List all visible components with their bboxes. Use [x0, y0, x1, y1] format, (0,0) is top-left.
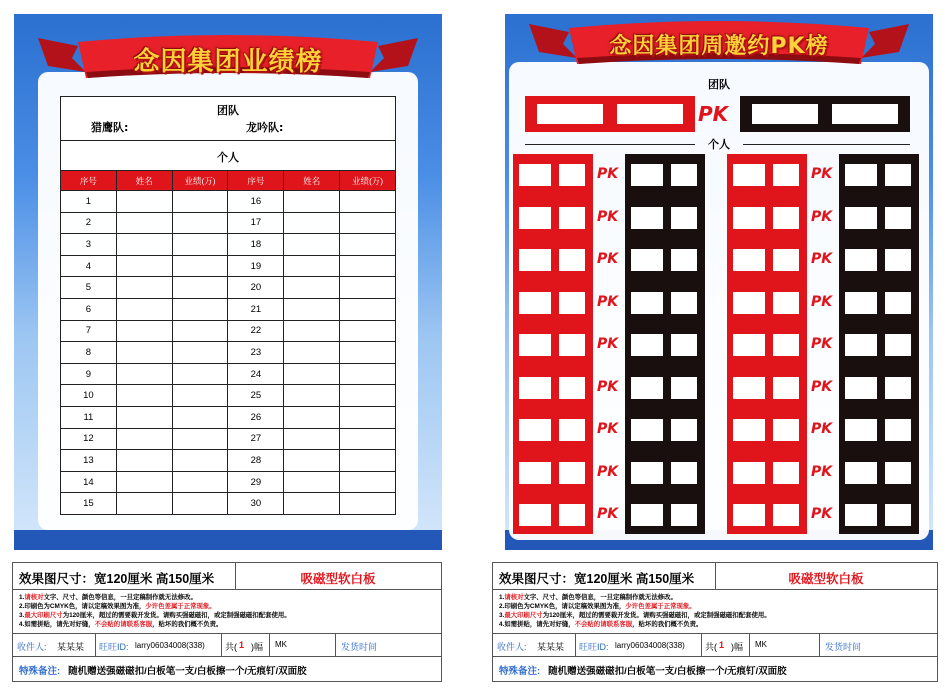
table-cell — [340, 298, 396, 320]
board-type: 吸磁型软白板 — [300, 572, 376, 586]
order-row — [13, 633, 441, 657]
name-slot — [845, 377, 877, 399]
score-slot — [832, 104, 898, 124]
score-slot — [671, 462, 697, 484]
row-number: 18 — [228, 234, 284, 256]
table-cell — [172, 255, 228, 277]
name-slot — [537, 104, 603, 124]
score-slot — [671, 292, 697, 314]
table-cell — [284, 493, 340, 515]
pk-mark: PK — [811, 378, 833, 395]
divider-line — [743, 144, 910, 145]
score-slot — [773, 164, 799, 186]
score-slot — [885, 419, 911, 441]
table-cell — [340, 255, 396, 277]
name-slot — [519, 164, 551, 186]
performance-board — [14, 14, 442, 550]
score-slot — [559, 292, 585, 314]
row-number: 25 — [228, 385, 284, 407]
table-cell — [116, 277, 172, 299]
table-cell — [284, 363, 340, 385]
recipient-label: 收件人: — [497, 642, 527, 652]
ship-label: 发货时间 — [825, 642, 862, 652]
row-number: 30 — [228, 493, 284, 515]
name-slot — [733, 249, 765, 271]
red-team-column — [513, 154, 593, 534]
pk-mark: PK — [811, 166, 833, 182]
score-slot — [773, 504, 799, 526]
table-cell — [172, 298, 228, 320]
table-row — [61, 212, 396, 234]
pk-mark: PK — [811, 251, 833, 267]
recipient-label: 收件人: — [17, 642, 47, 652]
row-number: 2 — [61, 212, 117, 234]
table-cell — [116, 493, 172, 515]
count-value: 1 — [239, 640, 245, 650]
table-cell — [284, 212, 340, 234]
column-header: 业绩(万) — [172, 171, 228, 191]
table-cell — [340, 471, 396, 493]
table-row — [61, 428, 396, 450]
row-number: 20 — [228, 277, 284, 299]
pk-mark: PK — [597, 293, 619, 310]
table-cell — [340, 493, 396, 515]
pk-mark: PK — [597, 421, 619, 437]
special-row: 特殊备注: 随机赠送强磁磁扣/白板笔一支/白板擦一个/无痕钉/双面胶 — [19, 666, 307, 677]
count-unit: )幅 — [731, 642, 743, 652]
pk-mark: PK — [811, 208, 833, 225]
row-number: 4 — [61, 255, 117, 277]
table-cell — [172, 450, 228, 472]
count-value: 1 — [719, 640, 725, 650]
table-cell — [340, 234, 396, 256]
row-number: 3 — [61, 234, 117, 256]
size-label: 效果图尺寸：宽120厘米 高150厘米 — [19, 572, 215, 586]
score-slot — [559, 462, 585, 484]
row-number: 26 — [228, 406, 284, 428]
table-cell — [116, 471, 172, 493]
table-cell — [116, 363, 172, 385]
performance-table — [60, 170, 396, 515]
board-title: 念因集团周邀约PK榜 — [609, 34, 829, 59]
table-cell — [284, 234, 340, 256]
score-slot — [773, 419, 799, 441]
score-slot — [559, 334, 585, 356]
pk-mark: PK — [811, 421, 833, 437]
row-number: 13 — [61, 450, 117, 472]
score-slot — [885, 249, 911, 271]
table-cell — [284, 342, 340, 364]
row-number: 29 — [228, 471, 284, 493]
name-slot — [519, 334, 551, 356]
table-row — [61, 471, 396, 493]
table-cell — [172, 363, 228, 385]
table-row — [61, 234, 396, 256]
pk-board — [505, 14, 933, 550]
team-red-box — [525, 96, 695, 132]
score-slot — [773, 249, 799, 271]
row-number: 17 — [228, 212, 284, 234]
table-cell — [172, 342, 228, 364]
row-number: 23 — [228, 342, 284, 364]
row-number: 5 — [61, 277, 117, 299]
name-slot — [733, 377, 765, 399]
table-cell — [340, 363, 396, 385]
row-number: 24 — [228, 363, 284, 385]
wangwang-label: 旺旺ID: — [99, 642, 129, 652]
table-cell — [284, 320, 340, 342]
count-unit: )幅 — [251, 642, 263, 652]
row-number: 6 — [61, 298, 117, 320]
pk-mark: PK — [597, 208, 619, 225]
score-slot — [671, 249, 697, 271]
table-header-row — [61, 171, 396, 191]
order-row — [493, 633, 937, 657]
table-cell — [116, 406, 172, 428]
notes: 1.请核对文字、尺寸、颜色等信息，一旦定稿制作就无法修改。 2.印刷色为CMYK色，请以定稿效果图为准，少许色差属于正常现象。 3.最大印刷尺寸为120厘米，超过的需要裁开发货。请购买强磁磁扣，或定制强磁磁扣配套使用。 4.如需拼贴，请先对好缝，不会贴的请联系客服，贴坏的我们概不负责。 — [19, 594, 291, 628]
name-slot — [519, 462, 551, 484]
score-slot — [559, 207, 585, 229]
table-row — [61, 255, 396, 277]
table-cell — [340, 406, 396, 428]
score-slot — [885, 164, 911, 186]
table-row — [61, 493, 396, 515]
individual-section — [60, 140, 396, 170]
row-number: 16 — [228, 191, 284, 213]
table-row — [61, 277, 396, 299]
table-row — [61, 363, 396, 385]
name-slot — [733, 504, 765, 526]
name-slot — [519, 292, 551, 314]
column-header: 姓名 — [284, 171, 340, 191]
recipient-value: 某某某 — [57, 642, 85, 652]
wangwang-value: larry06034008(338) — [615, 641, 685, 650]
table-cell — [116, 212, 172, 234]
table-cell — [284, 471, 340, 493]
table-cell — [172, 212, 228, 234]
name-slot — [519, 249, 551, 271]
table-cell — [284, 385, 340, 407]
row-number: 1 — [61, 191, 117, 213]
table-cell — [116, 234, 172, 256]
name-slot — [733, 292, 765, 314]
board-type: 吸磁型软白板 — [788, 572, 864, 586]
pk-mark: PK — [597, 378, 619, 395]
ship-label: 发货时间 — [341, 642, 378, 652]
score-slot — [671, 377, 697, 399]
score-slot — [885, 207, 911, 229]
score-slot — [671, 504, 697, 526]
score-slot — [671, 207, 697, 229]
table-row — [61, 450, 396, 472]
name-slot — [845, 292, 877, 314]
name-slot — [733, 419, 765, 441]
name-slot — [519, 207, 551, 229]
pk-mark: PK — [597, 251, 619, 267]
name-slot — [519, 419, 551, 441]
name-slot — [845, 249, 877, 271]
pk-badge: PK — [698, 102, 729, 126]
red-team-column — [727, 154, 807, 534]
name-slot — [845, 164, 877, 186]
black-team-column — [625, 154, 705, 534]
count-label: 共( — [225, 642, 237, 652]
row-number: 9 — [61, 363, 117, 385]
table-cell — [116, 385, 172, 407]
score-slot — [773, 207, 799, 229]
table-cell — [172, 385, 228, 407]
row-number: 7 — [61, 320, 117, 342]
name-slot — [631, 462, 663, 484]
score-slot — [885, 504, 911, 526]
table-row — [61, 385, 396, 407]
row-number: 10 — [61, 385, 117, 407]
pk-mark: PK — [597, 166, 619, 182]
table-row — [61, 320, 396, 342]
row-number: 15 — [61, 493, 117, 515]
name-slot — [733, 164, 765, 186]
name-slot — [631, 164, 663, 186]
black-team-column — [839, 154, 919, 534]
team-header: 团队 — [217, 104, 239, 117]
column-header: 序号 — [228, 171, 284, 191]
name-slot — [631, 249, 663, 271]
row-number: 14 — [61, 471, 117, 493]
table-cell — [172, 234, 228, 256]
recipient-value: 某某某 — [537, 642, 565, 652]
pk-mark: PK — [811, 293, 833, 310]
score-slot — [773, 377, 799, 399]
score-slot — [773, 334, 799, 356]
table-cell — [116, 191, 172, 213]
table-cell — [172, 191, 228, 213]
table-cell — [340, 450, 396, 472]
score-slot — [617, 104, 683, 124]
row-number: 28 — [228, 450, 284, 472]
order-info-right — [492, 562, 938, 682]
table-cell — [172, 320, 228, 342]
name-slot — [519, 377, 551, 399]
table-row — [61, 298, 396, 320]
table-cell — [284, 191, 340, 213]
individual-header: 个人 — [708, 138, 730, 151]
table-cell — [340, 277, 396, 299]
score-slot — [885, 462, 911, 484]
table-cell — [116, 320, 172, 342]
count-label: 共( — [705, 642, 717, 652]
table-cell — [340, 342, 396, 364]
score-slot — [671, 164, 697, 186]
team-section — [60, 96, 396, 140]
table-cell — [172, 428, 228, 450]
row-number: 11 — [61, 406, 117, 428]
table-cell — [284, 406, 340, 428]
table-cell — [284, 255, 340, 277]
column-header: 姓名 — [116, 171, 172, 191]
order-info-left — [12, 562, 442, 682]
table-cell — [116, 428, 172, 450]
row-number: 19 — [228, 255, 284, 277]
table-cell — [172, 406, 228, 428]
score-slot — [773, 292, 799, 314]
score-slot — [885, 292, 911, 314]
name-slot — [733, 462, 765, 484]
score-slot — [559, 164, 585, 186]
board-title: 念因集团业绩榜 — [133, 47, 323, 77]
table-cell — [116, 342, 172, 364]
team-b-label: 龙吟队: — [246, 121, 284, 134]
score-slot — [885, 334, 911, 356]
name-slot — [845, 207, 877, 229]
table-cell — [284, 450, 340, 472]
table-cell — [172, 277, 228, 299]
title-banner — [529, 18, 909, 76]
individual-header: 个人 — [217, 151, 239, 164]
row-number: 22 — [228, 320, 284, 342]
team-a-label: 猎鹰队: — [91, 121, 129, 134]
code: MK — [275, 640, 287, 649]
row-number: 12 — [61, 428, 117, 450]
name-slot — [845, 419, 877, 441]
name-slot — [631, 377, 663, 399]
name-slot — [631, 419, 663, 441]
pk-mark: PK — [597, 506, 619, 522]
table-cell — [340, 428, 396, 450]
name-slot — [631, 292, 663, 314]
pk-mark: PK — [811, 336, 833, 352]
table-cell — [340, 191, 396, 213]
score-slot — [773, 462, 799, 484]
name-slot — [845, 334, 877, 356]
name-slot — [519, 504, 551, 526]
score-slot — [885, 377, 911, 399]
name-slot — [631, 334, 663, 356]
code: MK — [755, 640, 767, 649]
size-label: 效果图尺寸：宽120厘米 高150厘米 — [499, 572, 695, 586]
table-cell — [340, 385, 396, 407]
wangwang-label: 旺旺ID: — [579, 642, 609, 652]
column-header: 序号 — [61, 171, 117, 191]
table-cell — [340, 212, 396, 234]
table-cell — [284, 428, 340, 450]
table-row — [61, 191, 396, 213]
table-cell — [116, 298, 172, 320]
name-slot — [733, 207, 765, 229]
notes: 1.请核对文字、尺寸、颜色等信息，一旦定稿制作就无法修改。 2.印刷色为CMYK色，请以定稿效果图为准，少许色差属于正常现象。 3.最大印刷尺寸为120厘米，超过的需要裁开发货。请购买强磁磁扣，或定制强磁磁扣配套使用。 4.如需拼贴，请先对好缝，不会贴的请联系客服，贴坏的我们概不负责。 — [499, 594, 771, 628]
row-number: 21 — [228, 298, 284, 320]
score-slot — [671, 419, 697, 441]
table-cell — [340, 320, 396, 342]
team-header: 团队 — [708, 78, 730, 91]
table-cell — [116, 450, 172, 472]
table-cell — [284, 277, 340, 299]
column-header: 业绩(万) — [340, 171, 396, 191]
wangwang-value: larry06034008(338) — [135, 641, 205, 650]
title-banner — [38, 32, 418, 90]
score-slot — [671, 334, 697, 356]
pk-mark: PK — [597, 463, 619, 480]
pk-mark: PK — [597, 336, 619, 352]
pk-mark: PK — [811, 506, 833, 522]
name-slot — [631, 504, 663, 526]
score-slot — [559, 249, 585, 271]
name-slot — [845, 462, 877, 484]
score-slot — [559, 419, 585, 441]
table-cell — [284, 298, 340, 320]
table-row — [61, 342, 396, 364]
score-slot — [559, 377, 585, 399]
name-slot — [845, 504, 877, 526]
row-number: 8 — [61, 342, 117, 364]
special-row: 特殊备注: 随机赠送强磁磁扣/白板笔一支/白板擦一个/无痕钉/双面胶 — [499, 666, 787, 677]
name-slot — [733, 334, 765, 356]
row-number: 27 — [228, 428, 284, 450]
name-slot — [631, 207, 663, 229]
score-slot — [559, 504, 585, 526]
team-black-box — [740, 96, 910, 132]
table-row — [61, 406, 396, 428]
name-slot — [752, 104, 818, 124]
table-cell — [172, 471, 228, 493]
table-cell — [172, 493, 228, 515]
pk-mark: PK — [811, 463, 833, 480]
table-cell — [116, 255, 172, 277]
